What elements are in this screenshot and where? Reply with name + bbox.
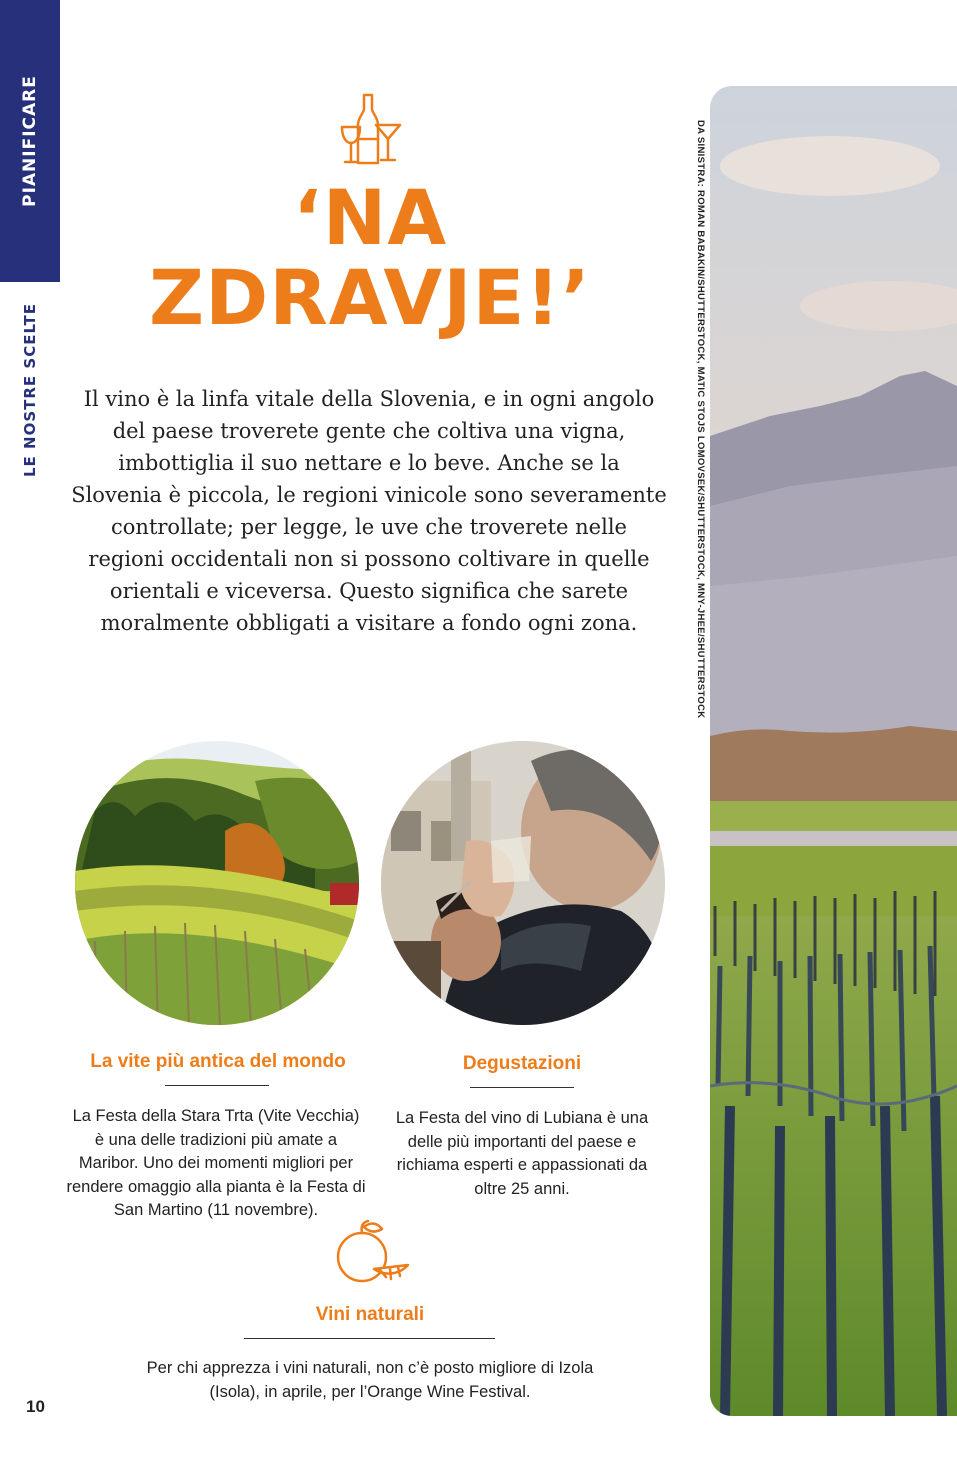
sidebar-tab-label-wrap [0,0,60,282]
page-number: 10 [26,1397,45,1416]
sidebar-tab-label: PIANIFICARE [20,75,40,207]
photo-credit: DA SINISTRA: ROMAN BABAKIN/SHUTTERSTOCK, MATIC STOJS LOMOVSEK/SHUTTERSTOCK, MNY-JHEE/SHUTTERSTOCK [695,120,706,719]
wine-glasses-icon [336,93,402,167]
sidebar-section-label: LE NOSTRE SCELTE [21,303,39,477]
section-title-natural-wines: Vini naturali [315,1304,425,1325]
section-body-tastings: La Festa del vino di Lubiana è una delle più importanti del paese e richiama esperti e appassionati da oltre 25 anni. [395,1109,649,1198]
section-body-oldest-vine: La Festa della Stara Trta (Vite Vecchia) è una delle tradizioni più amate a Maribor. Uno dei momenti migliori per rendere omaggio alla pianta è la Festa di San Martino (11 novembre). [66,1107,366,1219]
wine-tasting-photo [381,741,665,1025]
photo-credit-wrap [690,120,706,720]
section-divider [244,1338,495,1339]
section-divider [165,1085,269,1086]
section-title-tastings: Degustazioni [462,1053,582,1074]
vineyard-hills-photo [75,741,359,1025]
intro-paragraph: Il vino è la linfa vitale della Slovenia, e in ogni angolo del paese troverete gente che coltiva una vigna, imbottiglia il suo nettare e lo beve. Anche se la Slovenia è piccola, le regioni vinicole sono severamente controllate; per legge, le uve che troverete nelle regioni occidentali non si possono coltivare in quelle orientali e viceversa. Questo significa che sarete moralmente obbligati a visitare a fondo ogni zona. [71,387,667,635]
section-body-natural-wines: Per chi apprezza i vini naturali, non c’è posto migliore di Izola (Isola), in aprile, per l’Orange Wine Festival. [146,1359,594,1401]
vineyard-mountains-photo [710,86,957,1416]
page-title [80,173,660,342]
title-line-1: ‘NA [292,173,448,262]
section-divider [470,1087,574,1088]
section-title-oldest-vine: La vite più antica del mondo [90,1051,346,1072]
title-line-2: ZDRAVJE!’ [149,253,591,342]
sidebar-section-label-wrap [0,290,60,490]
orange-slice-icon [332,1217,412,1293]
